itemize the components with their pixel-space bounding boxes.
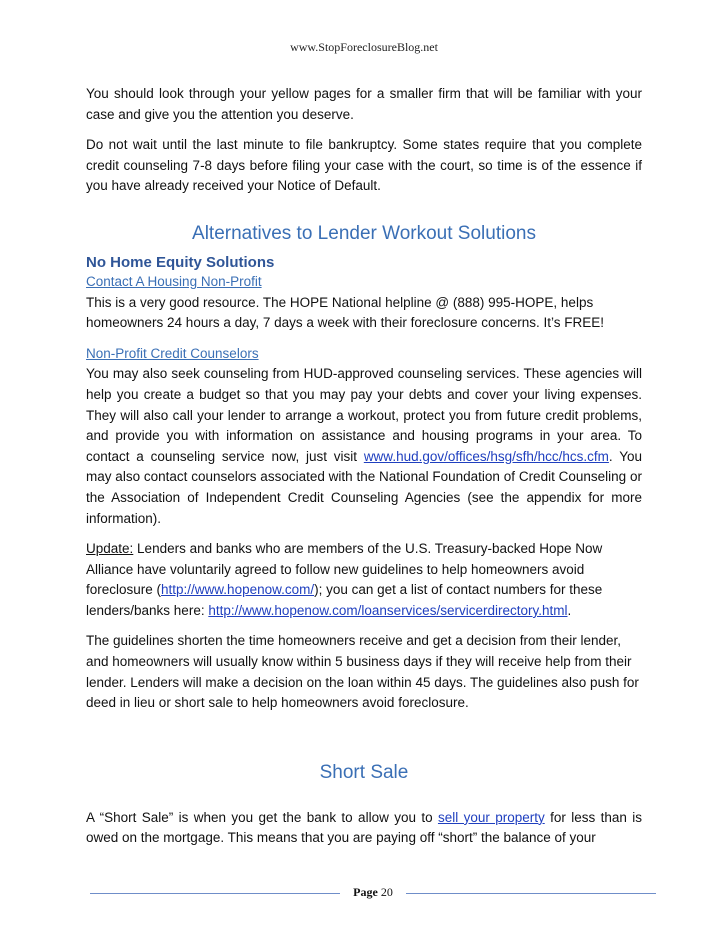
update-text-1: Lenders and banks who are members of the U.S. Treasury-backed Hope Now Alliance have voluntarily agreed to follow new guidelines to help homeowners avoid foreclosure ( [86, 541, 603, 598]
credit-text-1: You may also seek counseling from HUD-approved counseling services. These agencies will help you create a budget so that you may pay your debts and cover your living expenses. They will also call your lender to arrange a workout, protect you from future credit problems, and provide you with information on assistance and housing programs in your area. To contact a counseling service now, just visit [86, 366, 642, 464]
intro-paragraph-2: Do not wait until the last minute to file bankruptcy. Some states require that you complete credit counseling 7-8 days before filing your case with the court, so time is of the essence if you have already received your Notice of Default. [86, 137, 642, 194]
short-sale-text-2: for less than is owed on the mortgage. This means that you are paying off “short” the balance of your [86, 809, 642, 846]
link-nonprofit-credit-counselors[interactable]: Non-Profit Credit Counselors [86, 345, 259, 361]
intro-paragraph-1: You should look through your yellow pages for a smaller firm that will be familiar with your case and give you the attention you deserve. [86, 86, 642, 122]
short-sale-paragraph [86, 808, 642, 849]
short-sale-text-1: A “Short Sale” is when you get the bank to allow you to [86, 809, 438, 825]
subtitle-no-home-equity: No Home Equity Solutions [86, 253, 275, 271]
credit-counselors-paragraph [86, 364, 642, 529]
section-title-short-sale: Short Sale [319, 761, 409, 783]
link-hopenow[interactable]: http://www.hopenow.com/ [161, 582, 315, 598]
document-body [86, 84, 642, 849]
link-hud[interactable]: www.hud.gov/offices/hsg/sfh/hcc/hcs.cfm [363, 448, 609, 464]
page-footer [90, 884, 656, 904]
page-number-value: 20 [380, 885, 393, 899]
guidelines-paragraph: The guidelines shorten the time homeowners receive and get a decision from their lender, and homeowners will usually know within 5 business days if they will receive help from their lender. Lenders will make a decision on the loan within 45 days. The guidelines also push for deed in lieu or short sale to help homeowners avoid foreclosure. [86, 633, 639, 711]
link-contact-housing-nonprofit[interactable]: Contact A Housing Non-Profit [86, 273, 262, 289]
page-number [342, 885, 404, 900]
credit-text-2: . You may also contact counselors associated with the National Foundation of Credit Counseling or the Association of Independent Credit Counseling Agencies (see the appendix for more information). [86, 448, 642, 526]
link-sell-your-property[interactable]: sell your property [437, 809, 545, 825]
update-text-3: . [567, 602, 572, 618]
update-text-2: ); you can get a list of contact numbers for these lenders/banks here: [86, 582, 603, 618]
update-label: Update: [86, 541, 134, 557]
footer-rule-left [90, 893, 340, 894]
update-paragraph [86, 539, 642, 621]
section-title-alternatives: Alternatives to Lender Workout Solutions [192, 222, 536, 244]
page-header: www.StopForeclosureBlog.net [290, 40, 438, 54]
link-servicer-directory[interactable]: http://www.hopenow.com/loanservices/servicerdirectory.html [208, 602, 568, 618]
housing-paragraph: This is a very good resource. The HOPE National helpline @ (888) 995-HOPE, helps homeowners 24 hours a day, 7 days a week with their foreclosure concerns. It’s FREE! [86, 294, 604, 331]
page-label: Page [353, 885, 378, 899]
footer-rule-right [406, 893, 656, 894]
